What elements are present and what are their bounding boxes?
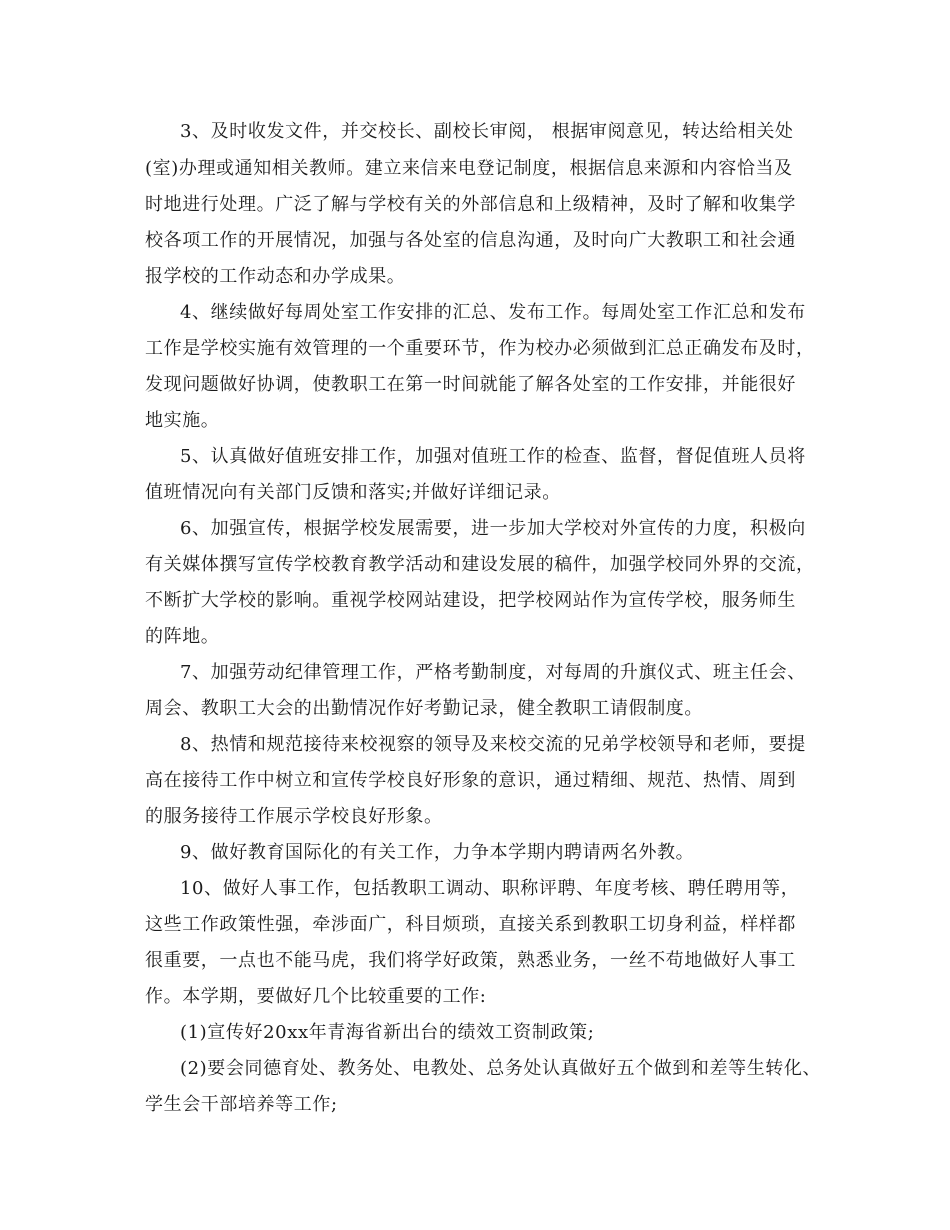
paragraph-6-line-3: 不断扩大学校的影响。重视学校网站建设，把学校网站作为宣传学校，服务师生 xyxy=(145,590,796,611)
paragraph-7-line-1: 7、加强劳动纪律管理工作，严格考勤制度，对每周的升旗仪式、班主任会、 xyxy=(180,662,806,683)
paragraph-3-line-3: 时地进行处理。广泛了解与学校有关的外部信息和上级精神，及时了解和收集学 xyxy=(145,194,796,215)
paragraph-3-line-2: (室)办理或通知相关教师。建立来信来电登记制度，根据信息来源和内容恰当及 xyxy=(145,158,793,179)
sub-item-2-line-1: (2)要会同德育处、教务处、电教处、总务处认真做好五个做到和差等生转化、 xyxy=(180,1058,822,1079)
paragraph-8-line-3: 的服务接待工作展示学校良好形象。 xyxy=(145,806,443,827)
paragraph-7-line-2: 周会、教职工大会的出勤情况作好考勤记录，健全教职工请假制度。 xyxy=(145,698,703,719)
paragraph-10-line-2: 这些工作政策性强，牵涉面广，科目烦琐，直接关系到教职工切身利益，样样都 xyxy=(145,914,796,935)
sub-item-1-line-1: (1)宣传好20xx年青海省新出台的绩效工资制政策; xyxy=(180,1022,595,1043)
paragraph-5-line-1: 5、认真做好值班安排工作，加强对值班工作的检查、监督，督促值班人员将 xyxy=(180,446,806,467)
paragraph-5-line-2: 值班情况向有关部门反馈和落实;并做好详细记录。 xyxy=(145,482,561,503)
paragraph-3-line-4: 校各项工作的开展情况，加强与各处室的信息沟通，及时向广大教职工和社会通 xyxy=(145,230,796,251)
paragraph-8-line-1: 8、热情和规范接待来校视察的领导及来校交流的兄弟学校领导和老师，要提 xyxy=(180,734,806,755)
paragraph-4-line-3: 发现问题做好协调，使教职工在第一时间就能了解各处室的工作安排，并能很好 xyxy=(145,374,796,395)
paragraph-3-line-1: 3、及时收发文件，并交校长、副校长审阅， 根据审阅意见，转达给相关处 xyxy=(180,121,794,142)
paragraph-6-line-4: 的阵地。 xyxy=(145,626,220,647)
paragraph-6-line-2: 有关媒体撰写宣传学校教育教学活动和建设发展的稿件，加强学校同外界的交流， xyxy=(145,554,815,575)
paragraph-4-line-1: 4、继续做好每周处室工作安排的汇总、发布工作。每周处室工作汇总和发布 xyxy=(180,302,806,323)
paragraph-10-line-3: 很重要，一点也不能马虎，我们将学好政策，熟悉业务，一丝不苟地做好人事工 xyxy=(145,950,796,971)
paragraph-6-line-1: 6、加强宣传，根据学校发展需要，进一步加大学校对外宣传的力度，积极向 xyxy=(180,518,806,539)
paragraph-4-line-2: 工作是学校实施有效管理的一个重要环节，作为校办必须做到汇总正确发布及时， xyxy=(145,338,815,359)
paragraph-4-line-4: 地实施。 xyxy=(145,410,220,431)
paragraph-10-line-1: 10、做好人事工作，包括教职工调动、职称评聘、年度考核、聘任聘用等， xyxy=(180,878,800,899)
sub-item-2-line-2: 学生会干部培养等工作; xyxy=(145,1094,338,1115)
paragraph-3-line-5: 报学校的工作动态和办学成果。 xyxy=(145,266,406,287)
paragraph-10-line-4: 作。本学期，要做好几个比较重要的工作: xyxy=(145,986,487,1007)
paragraph-8-line-2: 高在接待工作中树立和宣传学校良好形象的意识，通过精细、规范、热情、周到 xyxy=(145,770,796,791)
paragraph-9-line-1: 9、做好教育国际化的有关工作，力争本学期内聘请两名外教。 xyxy=(180,842,695,863)
